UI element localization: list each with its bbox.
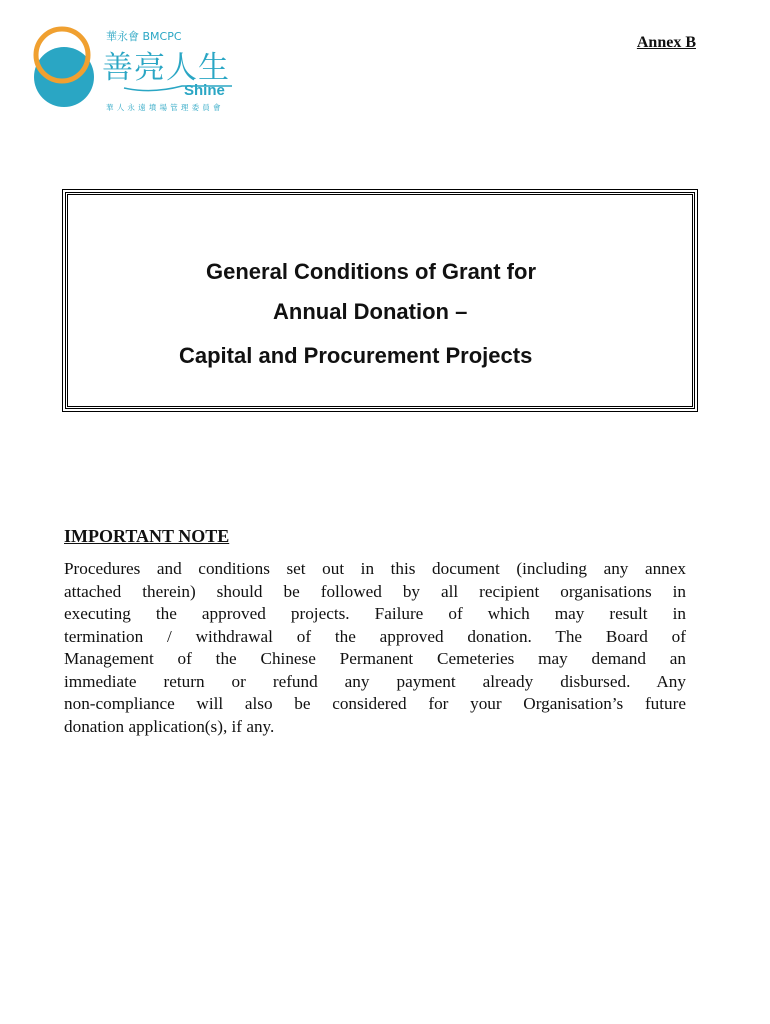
annex-label: Annex B (636, 34, 696, 51)
note-line: attached therein) should be followed by all recipient organisations in (64, 581, 686, 601)
title-line-3: Capital and Procurement Projects (179, 343, 533, 368)
note-line: non-compliance will also be considered for your Organisation’s future (64, 694, 686, 713)
note-line: Procedures and conditions set out in this document (including any annex (64, 559, 686, 578)
bmcpc-shine-logo (32, 22, 242, 117)
note-line: immediate return or refund any payment already disbursed. Any (64, 671, 686, 691)
note-line: Management of the Chinese Permanent Cemeteries may demand an (64, 649, 686, 668)
title-box (65, 192, 695, 409)
logo-chinese-name: 善亮人生 (102, 50, 230, 86)
title-line-1: General Conditions of Grant for (206, 259, 537, 284)
important-note-body (64, 558, 686, 738)
logo-org-full-chinese: 華人永遠墳場管理委員會 (106, 103, 224, 112)
note-line: executing the approved projects. Failure of which may result in (64, 604, 686, 623)
logo-teal-circle (34, 47, 94, 107)
logo-org-short: 華永會 BMCPC (106, 30, 182, 43)
note-line: termination / withdrawal of the approved donation. The Board of (64, 626, 686, 646)
important-note-heading: IMPORTANT NOTE (64, 526, 230, 546)
logo-shine-text: Shine (184, 82, 225, 99)
note-line: donation application(s), if any. (64, 716, 275, 736)
title-line-2: Annual Donation – (273, 299, 468, 324)
